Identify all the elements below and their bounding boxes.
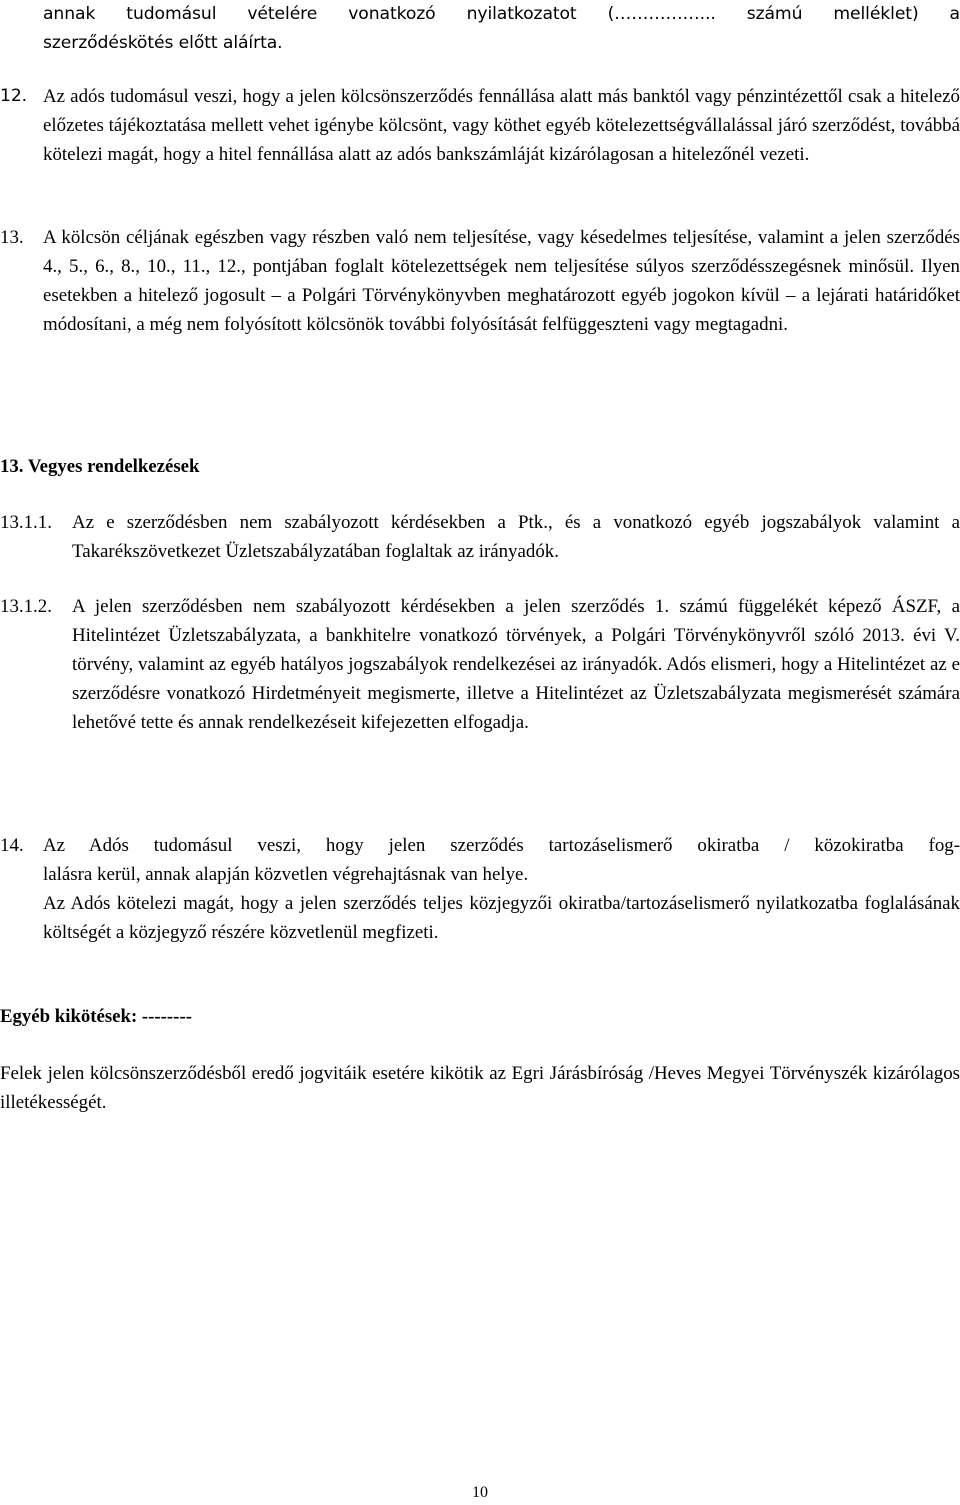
final-paragraph bbox=[0, 1059, 960, 1117]
section-13-1-2-text: A jelen szerződésben nem szabályozott kérdésekben a jelen szerződés 1. számú függelékét képező ÁSZF, a Hitelintézet Üzletszabályzata, a bankhitelre vonatkozó törvények, a Polgári Törvénykönyvről szóló 2013. évi V. törvény, valamint az egyéb hatályos jogszabályok rendelkezései az irányadók. Adós elismeri, hogy a Hitelintézet az e szerződésre vonatkozó Hirdetményeit megismerte, illetve a Hitelintézet az Üzletszabályzata megismerését számára lehetővé tette és annak rendelkezéseit kifejezetten elfogadja. bbox=[72, 596, 960, 733]
intro-paragraph bbox=[0, 0, 960, 58]
intro-line-1: annak tudomásul vételére vonatkozó nyilatkozatot (……………... számú melléklet) a bbox=[43, 4, 960, 24]
section-13-1-2-number: 13.1.2. bbox=[0, 596, 52, 617]
section-13-text: A kölcsön céljának egészben vagy részben való nem teljesítése, vagy késedelmes teljesítése, valamint a jelen szerződés 4., 5., 6., 8., 10., 11., 12., pontjában foglalt kötelezettségek nem teljesítése súlyos szerződésszegésnek minősül. Ilyen esetekben a hitelező jogosult – a Polgári Törvénykönyvben meghatározott egyéb jogokon kívül – a lejárati határidőket módosítani, a még nem folyósított kölcsönök további folyósítását felfüggeszteni vagy megtagadni. bbox=[43, 227, 960, 335]
heading-13-text: 13. Vegyes rendelkezések bbox=[0, 456, 200, 477]
section-12-text: Az adós tudomásul veszi, hogy a jelen kölcsönszerződés fennállása alatt más banktól vagy pénzintézettől csak a hitelező előzetes tájékoztatása mellett vehet igénybe kölcsönt, vagy köthet egyéb kötelezettségvállalással járó szerződést, továbbá kötelezi magát, hogy a hitel fennállása alatt az adós bankszámláját kizárólagosan a hitelezőnél vezeti. bbox=[43, 86, 960, 165]
section-12-number: 12. bbox=[0, 86, 28, 106]
section-13-1-1-number: 13.1.1. bbox=[0, 512, 52, 533]
final-paragraph-text: Felek jelen kölcsönszerződésből eredő jogvitáik esetére kikötik az Egri Járásbíróság /Heves Megyei Törvényszék kizárólagos illetékességét. bbox=[0, 1063, 960, 1113]
section-13-1-1-text: Az e szerződésben nem szabályozott kérdésekben a Ptk., és a vonatkozó egyéb jogszabályok valamint a Takarékszövetkezet Üzletszabályzatában foglaltak az irányadók. bbox=[72, 512, 960, 562]
section-14-number: 14. bbox=[0, 835, 24, 856]
section-14-text-2: Az Adós kötelezi magát, hogy a jelen szerződés teljes közjegyzői okiratba/tartozáselismerő nyilatkozatba foglalásának költségét a közjegyző részére közvetlenül megfizeti. bbox=[43, 893, 960, 943]
section-13-1-1 bbox=[0, 508, 960, 566]
section-13-1-2 bbox=[0, 592, 960, 737]
section-12 bbox=[0, 82, 960, 169]
section-14-line-1: Az Adós tudomásul veszi, hogy jelen szerződés tartozáselismerő okiratba / közokiratba fog- bbox=[43, 835, 960, 856]
section-13 bbox=[0, 223, 960, 339]
intro-line-2: szerződéskötés előtt aláírta. bbox=[43, 33, 283, 53]
section-13-number: 13. bbox=[0, 227, 24, 248]
other-provisions-heading bbox=[0, 1002, 960, 1031]
heading-13 bbox=[0, 452, 960, 481]
other-provisions-heading-text: Egyéb kikötések: -------- bbox=[0, 1006, 192, 1027]
section-14-line-2: lalásra kerül, annak alapján közvetlen végrehajtásnak van helye. bbox=[43, 864, 529, 885]
page-number: 10 bbox=[472, 1484, 488, 1501]
section-14 bbox=[0, 831, 960, 947]
